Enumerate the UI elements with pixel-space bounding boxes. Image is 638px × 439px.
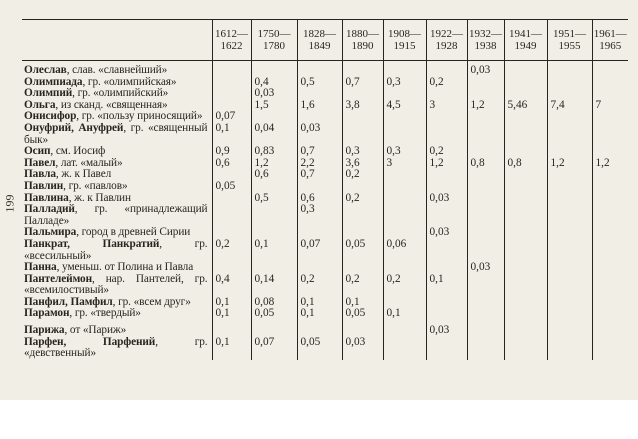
name-description: , ж. к Павел <box>55 168 112 181</box>
frequency-cell <box>592 262 628 274</box>
table-row <box>22 308 628 320</box>
frequency-cell <box>342 262 383 274</box>
frequency-cell: 0,07 <box>212 111 251 123</box>
frequency-cell <box>426 123 467 146</box>
frequency-cell: 0,2 <box>342 169 383 181</box>
frequency-cell: 0,2 <box>212 239 251 262</box>
frequency-cell <box>504 308 547 320</box>
frequency-cell <box>547 111 592 123</box>
period-column-header: 1932—1938 <box>467 20 504 61</box>
name-description: , гр. «всем друг» <box>112 295 191 308</box>
frequency-cell: 0,2 <box>383 274 426 297</box>
name-entry <box>22 204 212 227</box>
frequency-cell: 3 <box>383 158 426 170</box>
frequency-cell <box>547 204 592 227</box>
frequency-cell <box>467 169 504 181</box>
frequency-cell <box>547 123 592 146</box>
frequency-cell: 0,7 <box>297 169 342 181</box>
name-description: , гр. «павлов» <box>63 179 128 192</box>
frequency-cell <box>426 181 467 193</box>
frequency-cell: 0,4 <box>212 274 251 297</box>
frequency-cell <box>426 297 467 309</box>
frequency-cell: 0,07 <box>251 337 297 360</box>
frequency-cell <box>426 169 467 181</box>
name-headword: Панкрат, Панкратий <box>24 237 160 250</box>
name-description: , гр. «священный бык» <box>24 121 208 146</box>
name-headword: Онисифор <box>24 110 77 123</box>
frequency-cell <box>467 146 504 158</box>
name-description: , см. Иосиф <box>50 145 106 158</box>
frequency-cell: 0,05 <box>212 181 251 193</box>
frequency-cell <box>426 239 467 262</box>
table-body <box>22 61 628 360</box>
frequency-cell <box>383 123 426 146</box>
frequency-cell: 0,07 <box>297 239 342 262</box>
name-headword: Панфил, Памфил <box>24 295 113 308</box>
frequency-cell <box>592 77 628 89</box>
frequency-cell: 0,05 <box>342 239 383 262</box>
frequency-cell <box>504 297 547 309</box>
period-column-header: 1750—1780 <box>251 20 297 61</box>
frequency-cell: 0,04 <box>251 123 297 146</box>
frequency-cell: 1,2 <box>467 100 504 112</box>
name-headword: Палладий <box>24 203 75 216</box>
page-number: 199 <box>2 194 17 213</box>
frequency-cell <box>592 274 628 297</box>
name-headword: Олимпиада <box>24 75 83 88</box>
frequency-cell <box>592 320 628 337</box>
frequency-cell: 0,2 <box>297 274 342 297</box>
period-column-header: 1961—1965 <box>592 20 628 61</box>
frequency-cell <box>467 193 504 205</box>
frequency-cell <box>504 274 547 297</box>
frequency-cell <box>251 61 297 77</box>
frequency-cell: 5,46 <box>504 100 547 112</box>
frequency-cell <box>592 61 628 77</box>
frequency-cell <box>251 262 297 274</box>
frequency-cell: 0,6 <box>212 158 251 170</box>
frequency-cell: 0,2 <box>426 146 467 158</box>
frequency-cell: 0,3 <box>297 204 342 227</box>
name-description: , от «Париж» <box>64 324 127 337</box>
frequency-cell <box>251 181 297 193</box>
table-row <box>22 320 628 337</box>
name-entry <box>22 61 212 77</box>
frequency-cell <box>547 239 592 262</box>
frequency-cell: 0,83 <box>251 146 297 158</box>
name-headword: Онуфрий, Ануфрей <box>24 121 124 134</box>
frequency-cell <box>504 193 547 205</box>
name-headword: Пантелеймон <box>24 272 92 285</box>
name-entry <box>22 320 212 337</box>
name-description: , гр. «олимпийский» <box>72 87 169 100</box>
frequency-cell <box>251 320 297 337</box>
frequency-cell: 0,2 <box>342 274 383 297</box>
frequency-cell <box>592 204 628 227</box>
frequency-cell <box>547 262 592 274</box>
table-row <box>22 204 628 227</box>
frequency-cell: 0,08 <box>251 297 297 309</box>
frequency-cell: 0,05 <box>251 308 297 320</box>
frequency-cell <box>504 337 547 360</box>
period-column-header: 1880—1890 <box>342 20 383 61</box>
name-headword: Павла <box>24 168 56 181</box>
frequency-cell <box>467 123 504 146</box>
name-entry <box>22 123 212 146</box>
frequency-cell <box>592 297 628 309</box>
frequency-cell <box>426 204 467 227</box>
frequency-cell <box>342 61 383 77</box>
frequency-cell <box>342 111 383 123</box>
frequency-cell <box>504 111 547 123</box>
frequency-cell <box>297 181 342 193</box>
frequency-cell: 0,14 <box>251 274 297 297</box>
table-row <box>22 158 628 170</box>
frequency-cell: 0,1 <box>212 308 251 320</box>
frequency-cell: 1,2 <box>592 158 628 170</box>
frequency-cell: 0,2 <box>426 77 467 89</box>
frequency-cell <box>592 308 628 320</box>
frequency-cell <box>342 123 383 146</box>
name-description: , гр. «олимпийская» <box>82 75 177 88</box>
frequency-cell: 1,6 <box>297 100 342 112</box>
frequency-cell <box>547 181 592 193</box>
frequency-cell: 0,03 <box>426 320 467 337</box>
frequency-cell: 0,6 <box>297 193 342 205</box>
frequency-cell: 0,1 <box>212 337 251 360</box>
frequency-cell: 0,03 <box>297 123 342 146</box>
frequency-cell <box>467 227 504 239</box>
frequency-cell <box>547 146 592 158</box>
frequency-cell: 0,1 <box>297 308 342 320</box>
frequency-cell: 0,1 <box>426 274 467 297</box>
name-description: , город в древней Сирии <box>76 226 191 239</box>
frequency-cell <box>592 146 628 158</box>
frequency-cell: 0,3 <box>342 146 383 158</box>
frequency-cell: 0,03 <box>426 193 467 205</box>
name-entry <box>22 337 212 360</box>
name-description: , гр. «твердый» <box>69 307 141 320</box>
name-description: , уменьш. от Полина и Павла <box>56 261 194 274</box>
frequency-cell: 1,2 <box>547 158 592 170</box>
frequency-cell: 7,4 <box>547 100 592 112</box>
frequency-cell: 0,1 <box>342 297 383 309</box>
frequency-cell <box>504 61 547 77</box>
frequency-cell <box>504 169 547 181</box>
frequency-cell: 0,03 <box>426 227 467 239</box>
frequency-cell <box>547 274 592 297</box>
name-description: , нар. Пантелей, гр. «всемилостивый» <box>24 272 208 297</box>
name-description: , лат. «малый» <box>55 156 123 169</box>
period-column-header: 1951—1955 <box>547 20 592 61</box>
frequency-cell: 0,3 <box>383 77 426 89</box>
name-description: , гр. «девственный» <box>24 335 208 360</box>
table-row <box>22 274 628 297</box>
frequency-cell <box>426 262 467 274</box>
frequency-cell <box>212 262 251 274</box>
name-headword: Парамон <box>24 307 70 320</box>
name-headword: Парфен, Парфений <box>24 335 156 348</box>
name-headword: Олимпий <box>24 87 73 100</box>
frequency-cell <box>467 204 504 227</box>
name-headword: Павлина <box>24 191 69 204</box>
frequency-cell <box>592 111 628 123</box>
name-headword: Панна <box>24 261 57 274</box>
frequency-cell <box>504 239 547 262</box>
frequency-cell: 0,06 <box>383 239 426 262</box>
frequency-cell <box>547 320 592 337</box>
frequency-cell <box>212 193 251 205</box>
frequency-cell <box>251 204 297 227</box>
page-margin <box>0 400 638 439</box>
name-entry <box>22 239 212 262</box>
name-description: , слав. «славнейший» <box>66 64 168 76</box>
frequency-cell <box>467 297 504 309</box>
frequency-cell: 0,1 <box>297 297 342 309</box>
frequency-cell: 0,8 <box>504 158 547 170</box>
frequency-cell <box>212 88 251 100</box>
period-column-header: 1941—1949 <box>504 20 547 61</box>
frequency-cell <box>426 337 467 360</box>
frequency-cell <box>504 204 547 227</box>
frequency-cell: 0,8 <box>467 158 504 170</box>
frequency-cell <box>504 146 547 158</box>
frequency-cell: 0,05 <box>297 337 342 360</box>
name-headword: Парижа <box>24 324 65 337</box>
frequency-cell <box>504 123 547 146</box>
period-column-header: 1908—1915 <box>383 20 426 61</box>
frequency-cell <box>383 262 426 274</box>
frequency-cell <box>504 77 547 89</box>
frequency-cell <box>592 193 628 205</box>
period-column-header: 1922—1928 <box>426 20 467 61</box>
frequency-cell <box>426 61 467 77</box>
frequency-cell <box>467 181 504 193</box>
frequency-cell <box>297 320 342 337</box>
frequency-cell <box>212 61 251 77</box>
frequency-cell: 0,4 <box>251 77 297 89</box>
frequency-cell <box>547 308 592 320</box>
frequency-cell <box>383 169 426 181</box>
frequency-cell <box>383 181 426 193</box>
name-entry <box>22 308 212 320</box>
frequency-cell: 0,1 <box>251 239 297 262</box>
frequency-cell <box>467 77 504 89</box>
frequency-cell <box>467 274 504 297</box>
frequency-cell <box>426 111 467 123</box>
frequency-cell <box>592 123 628 146</box>
frequency-cell <box>383 337 426 360</box>
frequency-cell: 0,2 <box>342 193 383 205</box>
name-column-header <box>22 20 212 61</box>
frequency-cell <box>467 239 504 262</box>
frequency-cell <box>547 227 592 239</box>
frequency-cell: 0,05 <box>342 308 383 320</box>
frequency-cell <box>592 169 628 181</box>
frequency-cell <box>592 181 628 193</box>
frequency-cell <box>547 169 592 181</box>
frequency-cell <box>467 308 504 320</box>
name-headword: Павлин <box>24 179 64 192</box>
frequency-cell: 0,03 <box>251 88 297 100</box>
frequency-cell: 3,6 <box>342 158 383 170</box>
frequency-cell <box>467 320 504 337</box>
name-description: , гр. «принадлежащий Палладе» <box>24 203 208 227</box>
names-frequency-table <box>22 19 628 360</box>
frequency-cell: 0,03 <box>467 262 504 274</box>
frequency-cell: 1,2 <box>426 158 467 170</box>
frequency-cell <box>504 320 547 337</box>
name-description: , ж. к Павлин <box>68 191 131 204</box>
frequency-cell <box>504 227 547 239</box>
frequency-cell <box>467 337 504 360</box>
name-description: , из сканд. «священная» <box>55 98 168 111</box>
frequency-cell <box>592 337 628 360</box>
name-description: , гр. «всесильный» <box>24 237 208 262</box>
frequency-cell <box>383 111 426 123</box>
frequency-cell <box>383 61 426 77</box>
frequency-cell <box>342 320 383 337</box>
frequency-cell: 0,3 <box>383 146 426 158</box>
frequency-cell <box>297 61 342 77</box>
frequency-cell <box>467 111 504 123</box>
name-headword: Пальмира <box>24 226 77 239</box>
frequency-cell: 3 <box>426 100 467 112</box>
name-headword: Осип <box>24 145 51 158</box>
frequency-cell: 0,1 <box>212 297 251 309</box>
frequency-cell <box>592 227 628 239</box>
table-header-row <box>22 20 628 61</box>
frequency-cell <box>212 204 251 227</box>
period-column-header: 1828—1849 <box>297 20 342 61</box>
frequency-cell: 0,03 <box>467 61 504 77</box>
name-entry <box>22 274 212 297</box>
frequency-cell <box>342 204 383 227</box>
name-description: , гр. «пользу приносящий» <box>76 110 203 123</box>
frequency-cell: 3,8 <box>342 100 383 112</box>
frequency-cell: 0,9 <box>212 146 251 158</box>
frequency-cell <box>547 337 592 360</box>
frequency-cell: 4,5 <box>383 100 426 112</box>
frequency-cell <box>504 181 547 193</box>
name-headword: Павел <box>24 156 56 169</box>
frequency-cell: 0,1 <box>212 123 251 146</box>
name-headword: Ольга <box>24 98 56 111</box>
frequency-cell <box>547 61 592 77</box>
frequency-cell <box>592 239 628 262</box>
period-column-header: 1612—1622 <box>212 20 251 61</box>
frequency-cell <box>383 204 426 227</box>
frequency-cell <box>342 181 383 193</box>
frequency-cell <box>383 320 426 337</box>
table-row <box>22 61 628 77</box>
frequency-cell: 0,7 <box>297 146 342 158</box>
frequency-cell <box>212 77 251 89</box>
frequency-cell <box>504 262 547 274</box>
table-row <box>22 239 628 262</box>
name-headword: Олеслав <box>24 64 67 76</box>
frequency-cell: 0,6 <box>251 169 297 181</box>
frequency-cell <box>426 308 467 320</box>
table-row <box>22 123 628 146</box>
frequency-cell: 0,03 <box>342 337 383 360</box>
frequency-cell: 0,5 <box>251 193 297 205</box>
frequency-cell: 2,2 <box>297 158 342 170</box>
frequency-cell <box>212 320 251 337</box>
frequency-cell: 7 <box>592 100 628 112</box>
frequency-cell <box>547 77 592 89</box>
frequency-cell: 0,1 <box>383 308 426 320</box>
frequency-cell <box>547 297 592 309</box>
frequency-cell <box>297 262 342 274</box>
table-row <box>22 337 628 360</box>
frequency-cell: 0,5 <box>297 77 342 89</box>
frequency-cell: 1,5 <box>251 100 297 112</box>
frequency-cell: 0,7 <box>342 77 383 89</box>
frequency-cell <box>547 193 592 205</box>
frequency-cell: 1,2 <box>251 158 297 170</box>
frequency-cell <box>383 193 426 205</box>
